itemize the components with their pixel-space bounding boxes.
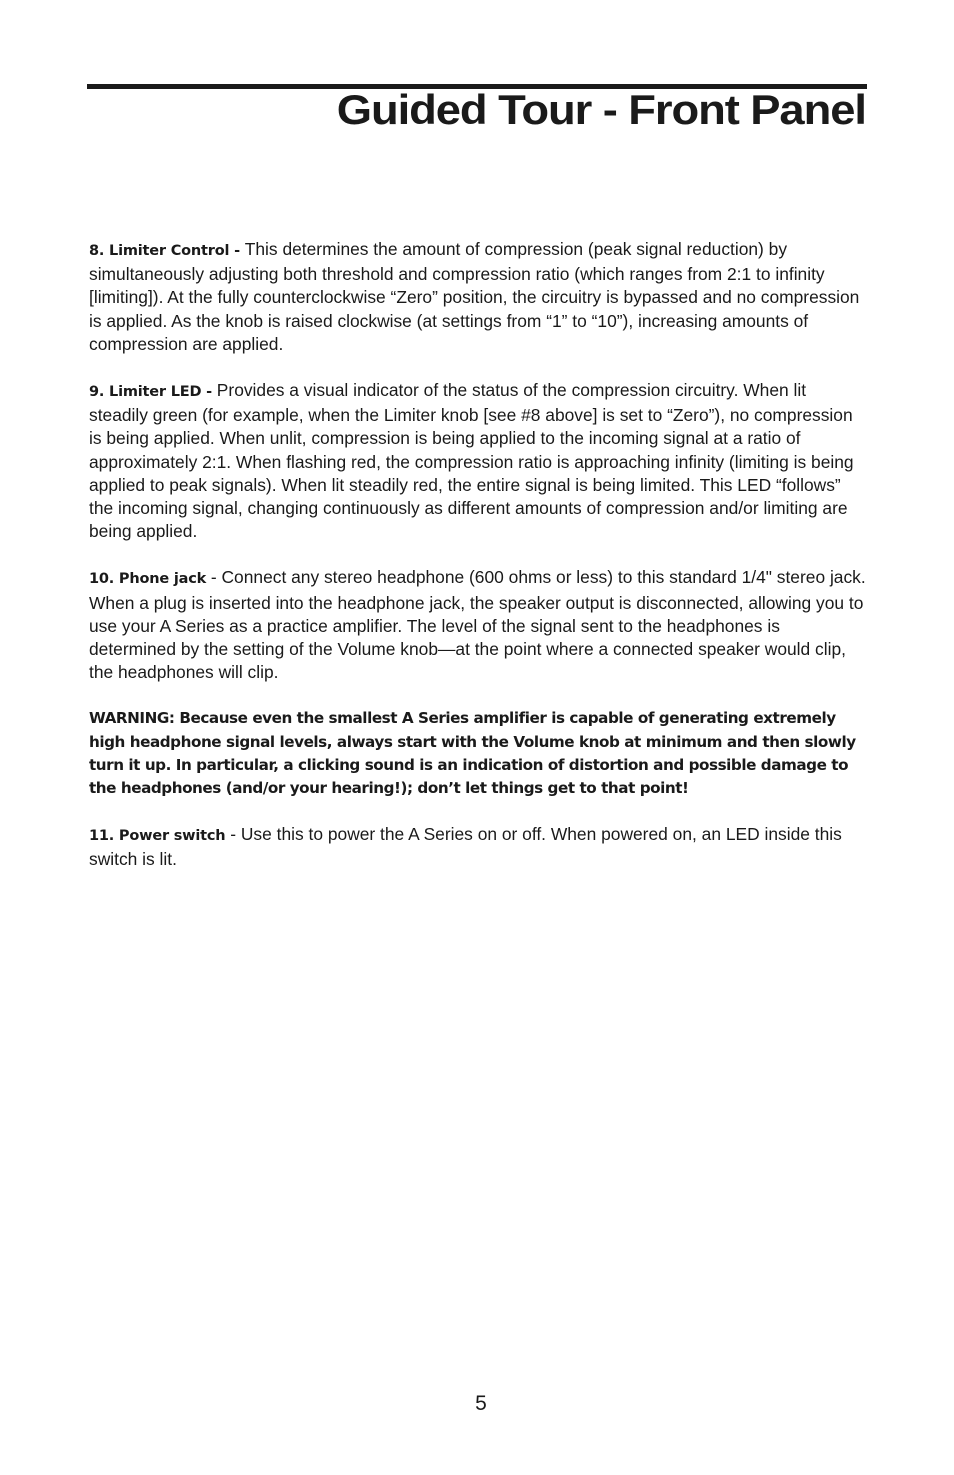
page-number: 5 [475,1392,487,1415]
section-heading: 9. Limiter LED - [89,384,217,401]
section-heading: 8. Limiter Control - [89,243,245,259]
page-content [89,238,867,895]
section-limiter-control [89,238,867,356]
section-body: - Use this to power the A Series on or off. When powered on, an LED inside this switch is lit. [89,824,842,870]
page-title: Guided Tour - Front Panel [336,86,866,133]
section-limiter-led [89,379,867,543]
section-phone-jack [89,566,867,684]
section-power-switch [89,823,867,871]
section-heading: 11. Power switch [89,828,226,845]
section-body: - Connect any stereo headphone (600 ohms or less) to this standard 1/4" stereo jack. When a plug is inserted into the headphone jack, the speaker output is disconnected, allowing you to use your A Series as a practice amplifier. The level of the signal sent to the headphones is determined by the setting of the Volume knob—at the point where a connected speaker would clip, the headphones will clip. [89,567,866,683]
section-heading: 10. Phone jack [89,571,207,588]
section-body: Provides a visual indicator of the status of the compression circuitry. When lit steadily green (for example, when the Limiter knob [see #8 above] is set to “Zero”), no compression is being applied. When unlit, compression is being applied to the incoming signal at a ratio of approximately 2:1. When flashing red, the compression ratio is approaching infinity (limiting is being applied to peak signals). When lit steadily red, the entire signal is being limited. This LED “follows” the incoming signal, changing continuously as different amounts of compression and/or limiting are being applied. [89,380,854,542]
warning-notice: WARNING: Because even the smallest A Series amplifier is capable of generating extremely high headphone signal levels, always start with the Volume knob at minimum and then slowly turn it up. In particular, a clicking sound is an indication of distortion and possible damage to the headphones (and/or your hearing!); don’t let things get to that point! [89,709,856,798]
section-body: This determines the amount of compression (peak signal reduction) by simultaneously adjusting both threshold and compression ratio (which ranges from 2:1 to infinity [limiting]). At the fully counterclockwise “Zero” position, the circuitry is bypassed and no compression is applied. As the knob is raised clockwise (at settings from “1” to “10”), increasing amounts of compression are applied. [89,239,860,354]
